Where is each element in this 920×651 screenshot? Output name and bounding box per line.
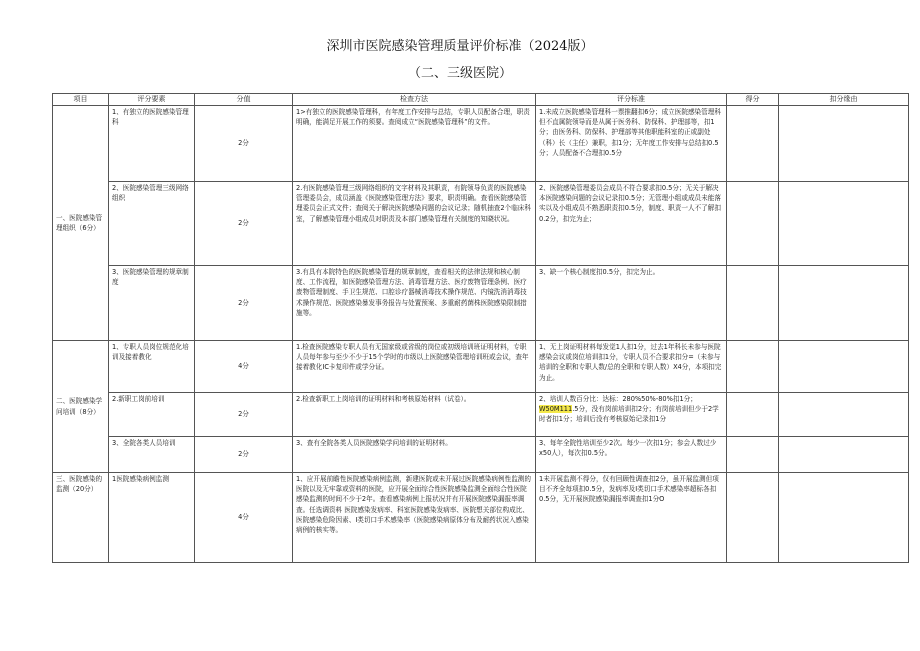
element-cell: 1、有独立的医院感染管理科 [109,106,195,182]
header-reason: 扣分缘由 [779,94,909,106]
evaluation-table [52,93,909,563]
element-cell: 3、医院感染管理的规章制度 [109,266,195,341]
method-cell: 1>有独立的医院感染管理科，有年度工作安排与总结，专职人员配备合理，职责明确，能满足开展工作的须要。查阅成立“医院感染管理科”的文件。 [293,106,536,182]
method-cell: 1.检查医院感染专职人员有无国家级或省级的岗位或初级培训班证明材料，专职人员每年参与至少不少于15个学时的市级以上医院感染管理培训班或会议，查年接着教化IC卡复印件或学分证。 [293,341,536,393]
table-row [53,106,909,182]
standard-cell: 1未开展监测不得分，仅有回顾性调查扣2分，虽开展监测但项目不齐全每项扣0.5分，发病率及I类切口手术感染率超标各扣0.5分，无开展医院感染漏报率调查扣1分O [536,473,727,563]
project-cell: 一、医院感染管理组织（6分） [53,106,109,341]
header-project: 项目 [53,94,109,106]
element-cell: 3、全院各类人员培训 [109,437,195,473]
reason-cell[interactable] [779,437,909,473]
standard-cell: 3、每年全院性培训至少2次。每少一次扣1分；参会人数过少x50人），每次扣0.5分。 [536,437,727,473]
method-cell: 2.有医院感染管理三级网络组织的文字材料及其职责，有院领导负责的医院感染管理委员会，成员涵盖《医院感染管理方法》要求，职责明确。查看医院感染管理委员会正式文件；查阅关于解决医院感染问题的会议记录；随机抽查2个临床科室，了解感染管理小组成员对职责及本部门感染管理有关制度的知晓状况。 [293,182,536,266]
standard-cell: 3、缺一个核心制度扣0.5分，扣完为止。 [536,266,727,341]
table-row [53,393,909,437]
score-cell: 4分 [195,341,293,393]
earned-cell[interactable] [727,473,779,563]
score-cell: 2分 [195,393,293,437]
score-cell: 2分 [195,106,293,182]
reason-cell[interactable] [779,106,909,182]
page-title: 深圳市医院感染管理质量评价标准（2024版） [326,39,594,54]
earned-cell[interactable] [727,182,779,266]
header-method: 检查方法 [293,94,536,106]
score-cell: 2分 [195,266,293,341]
highlighted-text: W50M111 [539,405,573,414]
table-header-row [53,94,909,106]
score-cell: 2分 [195,437,293,473]
header-element: 评分要素 [109,94,195,106]
page-subtitle: （二、三级医院） [407,66,512,81]
table-row [53,437,909,473]
project-cell: 二、医院感染学问培训（8分） [53,341,109,473]
standard-cell [536,393,727,437]
standard-text: .5分，没有岗前培训扣2分；有岗前培训但少于2学时者扣1分；培训后没有考核原始记录扣1分 [539,405,719,424]
project-cell: 三、医院感染的监测（20分） [53,473,109,563]
reason-cell[interactable] [779,341,909,393]
earned-cell[interactable] [727,393,779,437]
element-cell: 2.新职工岗前培训 [109,393,195,437]
reason-cell[interactable] [779,266,909,341]
header-earned: 得分 [727,94,779,106]
method-cell: 3、查有全院各类人员医院感染学问培训的证明材料。 [293,437,536,473]
earned-cell[interactable] [727,266,779,341]
standard-cell: 1.未成立医院感染管理科一票推翻扣6分；成立医院感染管理科但不直属院领导而是从属于医务科、防保科、护理部等，扣1分；由医务科、防保科、护理部等其他职能科室的正或副处（科）长（主任）兼职，扣1分；无年度工作安排与总结扣0.5分；人员配备不合理扣0.5分 [536,106,727,182]
table-row [53,341,909,393]
score-cell: 4分 [195,473,293,563]
reason-cell[interactable] [779,182,909,266]
header-standard: 评分标准 [536,94,727,106]
standard-cell: 1、无上岗证明材料每发觉1人扣1分，过去1年科长未参与医院感染会议或岗位培训扣1分，专职人员不合要求扣分=（未参与培训的全职和专职人数/总的全职和专职人数）X4分，本项扣完为止。 [536,341,727,393]
method-cell: 1、应开展前瞻性医院感染病例监测，新建医院或未开展过医院感染病例性监测的医院以及无牢靠或资料的医院，应开展全面综合性医院感染监测全面综合性医院感染监测的时间不少于2年。查看感染病例上报状况并有开展医院感染漏报率调查。任选调资料 医院感染发病率、科室医院感染发病率、医院想关部位构成比、医院感染危险因素、I类切口手术感染率（医院感染病原体分布及耐药状况入感染病例的核实等。 [293,473,536,563]
element-cell: 1、专职人员岗位规范化培训及接着教化 [109,341,195,393]
method-cell: 2.检查新职工上岗培训的证明材料和考核原始材料（试卷）。 [293,393,536,437]
standard-text: 2、培训人数百分比：达标：280%50%-80%扣1分； [539,395,697,403]
table-row [53,473,909,563]
header-score: 分值 [195,94,293,106]
score-cell: 2分 [195,182,293,266]
element-cell: 1医院感染病例监测 [109,473,195,563]
method-cell: 3.有具有本院特色的医院感染管理的规章制度，查看相关的法律法规和核心制度、工作流程，如医院感染管理方法、消毒管理方法、医疗废物管理条例、医疗废物管理制度、手卫生规范、口腔诊疗器械消毒技术操作规范、内镜洗消消毒技术操作规范、医院感染暴发事务报告与处置预案、多重耐药菌株医院感染限制措施等。 [293,266,536,341]
earned-cell[interactable] [727,341,779,393]
table-row [53,266,909,341]
reason-cell[interactable] [779,473,909,563]
table-row [53,182,909,266]
earned-cell[interactable] [727,437,779,473]
standard-cell: 2、医院感染管理委员会成员不符合要求扣0.5分；无关于解决本医院感染问题的会议记录扣0.5分；无管理小组或成员未能落实以及小组成员不熟悉职责扣0.5分，制度、职责一人不了解扣0.2分，扣完为止； [536,182,727,266]
reason-cell[interactable] [779,393,909,437]
element-cell: 2、医院感染管理三级网络组织 [109,182,195,266]
earned-cell[interactable] [727,106,779,182]
